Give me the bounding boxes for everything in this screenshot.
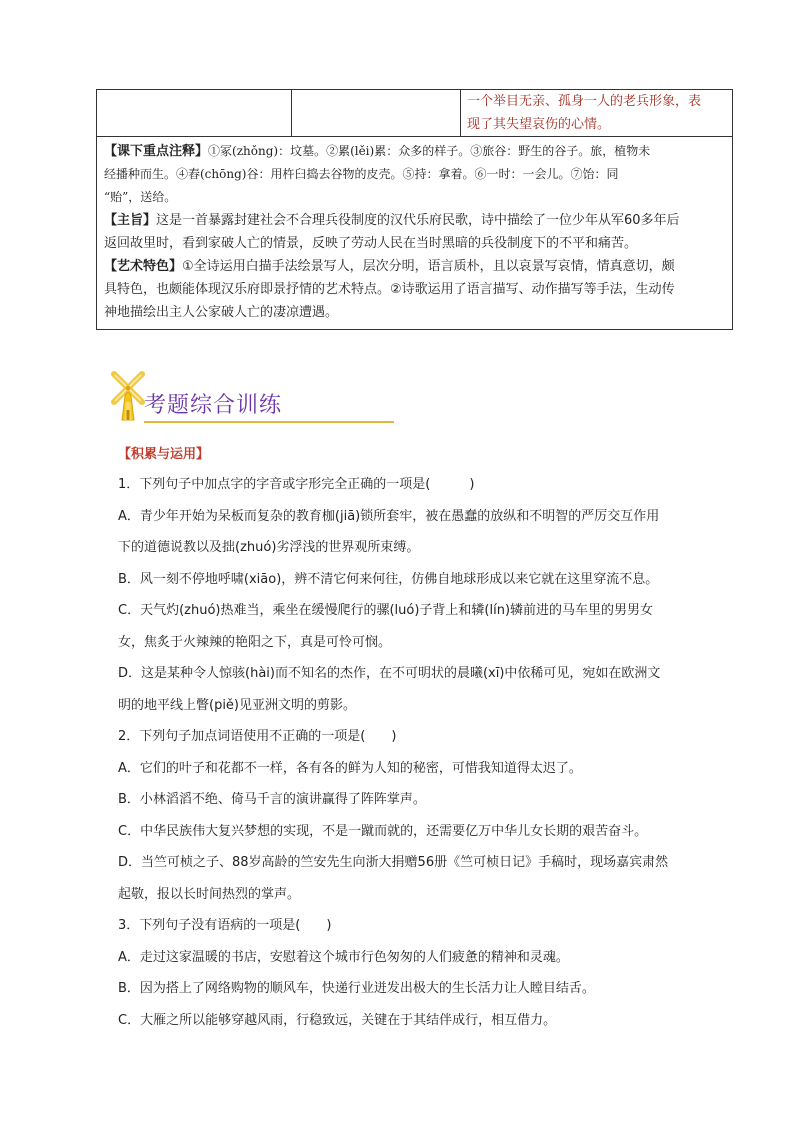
notes-line: 经播种而生。④舂(chōng)谷：用杵臼捣去谷物的皮壳。⑤持：拿着。⑥一时：一会儿。⑦饴：同	[104, 167, 619, 181]
theme-label: 【主旨】	[104, 213, 157, 228]
notes-line: “贻”，送给。	[104, 190, 177, 204]
table-notes-cell	[97, 137, 732, 329]
table-cell-empty-1	[97, 90, 292, 136]
option-line: C．大雁之所以能够穿越风雨，行稳致远，关键在于其结伴成行，相互借力。	[118, 1012, 557, 1028]
subsection-heading: 【积累与运用】	[118, 447, 210, 462]
option-line: 下的道德说教以及拙(zhuó)劣浮浅的世界观所束缚。	[118, 540, 420, 555]
theme-line: 返回故里时，看到家破人亡的情景，反映了劳动人民在当时黑暗的兵役制度下的不平和痛苦。	[104, 236, 638, 251]
option-line: 明的地平线上瞥(piě)见亚洲文明的剪影。	[118, 697, 357, 713]
option-line: C．中华民族伟大复兴梦想的实现，不是一蹴而就的，还需要亿万中华儿女长期的艰苦奋斗。	[118, 823, 648, 839]
art-label: 【艺术特色】	[104, 259, 183, 274]
option-line: B．风一刻不停地呼啸(xiāo)，辨不清它何来何往，仿佛自地球形成以来它就在这里穿流不息。	[118, 571, 659, 587]
notes-text: ①冢(zhǒng)：坟墓。②累(lěi)累：众多的样子。③旅谷：野生的谷子。旅，植物未	[208, 144, 651, 158]
section-title: 考题综合训练	[144, 393, 283, 418]
theme-line	[104, 209, 725, 232]
notes-line	[104, 140, 725, 163]
question-line: 3．下列句子没有语病的一项是( )	[118, 918, 332, 933]
art-text: ①全诗运用白描手法绘景写人，层次分明，语言质朴，且以哀景写哀情，情真意切，颇	[182, 259, 675, 274]
question-line: 1．下列句子中加点字的字音或字形完全正确的一项是( )	[118, 477, 475, 492]
option-line: D．当竺可桢之子、88岁高龄的竺安先生向浙大捐赠56册《竺可桢日记》手稿时，现场嘉宾肃然	[118, 855, 669, 870]
art-line	[104, 255, 725, 278]
option-line: A．走过这家温暖的书店，安慰着这个城市行色匆匆的人们疲惫的精神和灵魂。	[118, 949, 569, 965]
option-line: 女，焦炙于火辣辣的艳阳之下，真是可怜可悯。	[118, 634, 392, 650]
analysis-line: 一个举目无亲、孤身一人的老兵形象，表	[467, 94, 702, 109]
option-line: 起敬，报以长时间热烈的掌声。	[118, 886, 301, 902]
option-line: C．天气灼(zhuó)热难当，乘坐在缓慢爬行的骡(luó)子背上和辚(lín)辚前进的马车里的男男女	[118, 603, 654, 618]
poem-analysis-table	[96, 89, 733, 330]
notes-label: 【课下重点注释】	[104, 144, 209, 159]
analysis-line: 现了其失望哀伤的心情。	[467, 117, 611, 132]
section-underline	[144, 421, 394, 423]
option-line: B．因为搭上了网络购物的顺风车，快递行业迸发出极大的生长活力让人瞠目结舌。	[118, 981, 595, 996]
option-line: A．青少年开始为呆板而复杂的教育枷(jiā)锁所套牢，被在愚蠢的放纵和不明智的严厉交互作用	[118, 508, 660, 524]
table-cell-analysis	[461, 90, 732, 136]
question-line: 2．下列句子加点词语使用不正确的一项是( )	[118, 729, 397, 744]
table-row	[97, 90, 732, 137]
section-banner	[108, 368, 293, 426]
table-cell-empty-2	[292, 90, 461, 136]
option-line: D．这是某种令人惊骇(hài)而不知名的杰作，在不可明状的晨曦(xī)中依稀可见，宛如在欧洲文	[118, 666, 661, 681]
art-line: 神地描绘出主人公家破人亡的凄凉遭遇。	[104, 305, 339, 320]
option-line: A．它们的叶子和花都不一样，各有各的鲜为人知的秘密，可惜我知道得太迟了。	[118, 760, 582, 776]
art-line: 具特色，也颇能体现汉乐府即景抒情的艺术特点。②诗歌运用了语言描写、动作描写等手法，生动传	[104, 282, 675, 297]
theme-text: 这是一首暴露封建社会不合理兵役制度的汉代乐府民歌，诗中描绘了一位少年从军60多年后	[156, 213, 680, 228]
questions-section	[118, 443, 718, 1036]
option-line: B．小林滔滔不绝、倚马千言的演讲赢得了阵阵掌声。	[118, 792, 426, 807]
